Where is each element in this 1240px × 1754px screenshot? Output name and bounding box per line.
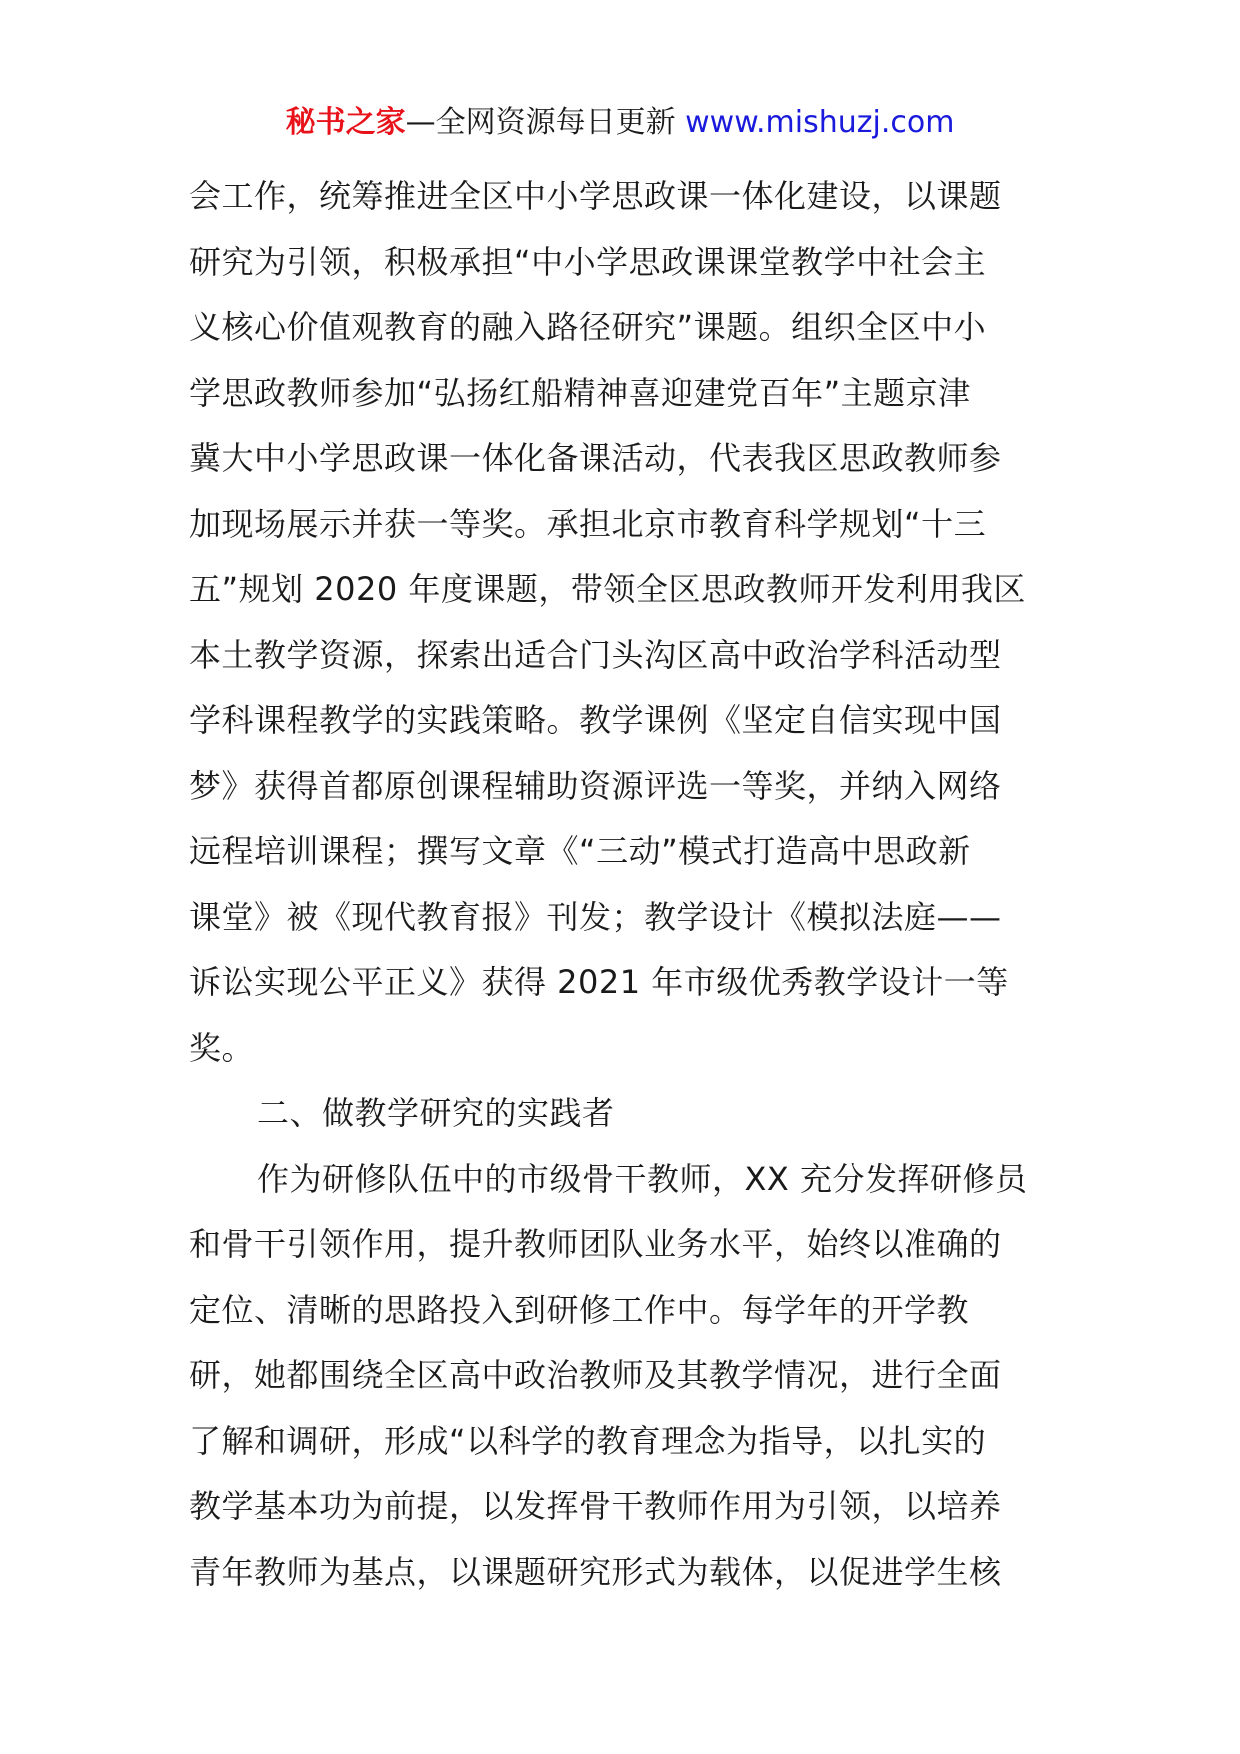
text-line: 五”规划 2020 年度课题，带领全区思政教师开发利用我区 — [189, 570, 1026, 608]
text-line: 了解和调研，形成“以科学的教育理念为指导，以扎实的 — [189, 1421, 987, 1460]
page-header — [0, 103, 1240, 143]
text-line: 学科课程教学的实践策略。教学课例《坚定自信实现中国 — [189, 701, 1002, 739]
brand-name: 秘书之家 — [285, 105, 406, 140]
text-line: 和骨干引领作用，提升教师团队业务水平，始终以准确的 — [189, 1225, 1002, 1263]
text-line: 义核心价值观教育的融入路径研究”课题。组织全区中小 — [189, 308, 987, 346]
text-line: 研，她都围绕全区高中政治教师及其教学情况，进行全面 — [189, 1356, 1002, 1394]
text-line: 定位、清晰的思路投入到研修工作中。每学年的开学教 — [189, 1290, 970, 1329]
text-line: 研究为引领，积极承担“中小学思政课课堂教学中社会主 — [189, 242, 987, 281]
text-line: 奖。 — [189, 1028, 255, 1067]
header-tagline: —全网资源每日更新 — [405, 105, 686, 140]
text-line: 二、做教学研究的实践者 — [257, 1094, 615, 1132]
text-line: 远程培训课程；撰写文章《“三动”模式打造高中思政新 — [189, 832, 971, 870]
text-line: 教学基本功为前提，以发挥骨干教师作用为引领，以培养 — [189, 1487, 1002, 1525]
site-url-link[interactable]: www.mishuzj.com — [685, 105, 955, 140]
text-line: 诉讼实现公平正义》获得 2021 年市级优秀教学设计一等 — [189, 963, 1009, 1001]
text-line: 梦》获得首都原创课程辅助资源评选一等奖，并纳入网络 — [189, 766, 1002, 805]
text-line: 冀大中小学思政课一体化备课活动，代表我区思政教师参 — [189, 439, 1002, 477]
text-line: 本土教学资源，探索出适合门头沟区高中政治学科活动型 — [189, 635, 1002, 674]
text-line: 课堂》被《现代教育报》刊发；教学设计《模拟法庭—— — [189, 897, 1002, 936]
text-line: 会工作，统筹推进全区中小学思政课一体化建设，以课题 — [189, 177, 1002, 215]
document-body — [189, 164, 1064, 1605]
text-line: 加现场展示并获一等奖。承担北京市教育科学规划“十三 — [189, 504, 987, 543]
text-line: 学思政教师参加“弘扬红船精神喜迎建党百年”主题京津 — [189, 373, 971, 412]
text-line: 作为研修队伍中的市级骨干教师，XX 充分发挥研修员 — [257, 1159, 1028, 1198]
text-line: 青年教师为基点，以课题研究形式为载体，以促进学生核 — [189, 1552, 1002, 1591]
